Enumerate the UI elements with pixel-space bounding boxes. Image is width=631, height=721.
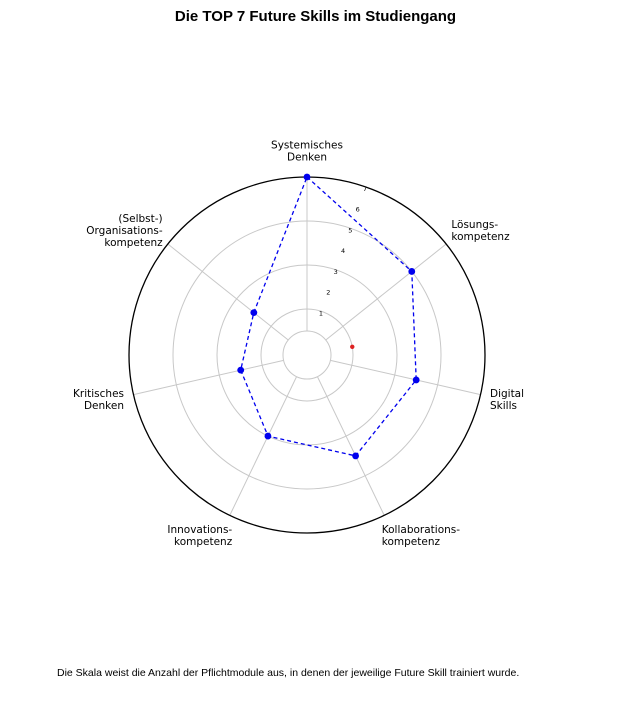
radar-grid [129,177,485,533]
spoke-3 [330,360,480,394]
axis-label-3: Digital Skills [489,388,525,413]
axis-label-2: Lösungs-kompetenz [451,218,510,243]
tick-label-5: 5 [348,226,353,235]
data-point-2 [408,268,415,275]
axis-label-6: Kritisches Denken [73,388,125,413]
data-point-5 [265,433,272,440]
radial-tick-labels [319,185,367,317]
radar-series [237,174,419,460]
data-point-7 [250,309,257,316]
axis-label-7: (Selbst-) Organisations-kompetenz [86,212,163,249]
data-point-6 [237,367,244,374]
tick-label-7: 7 [362,184,368,193]
footnote: Die Skala weist die Anzahl der Pflichtmodule aus, in denen der jeweilige Future Skill trainiert wurde. [57,667,520,679]
tick-label-3: 3 [333,267,338,276]
data-point-4 [352,453,359,460]
data-point-1 [304,174,311,181]
data-point-3 [413,377,420,384]
center-marker [350,345,354,349]
spoke-5 [230,377,297,516]
chart-title: Die TOP 7 Future Skills im Studiengang [174,8,457,25]
spoke-6 [133,360,283,394]
spoke-2 [326,244,446,340]
series-line-1 [241,177,417,456]
tick-label-1: 1 [318,309,324,318]
axis-labels [73,140,524,548]
spoke-4 [317,377,384,516]
axis-label-4: Kollaborations-kompetenz [381,523,461,548]
inner-circle [283,331,331,379]
axis-label-5: Innovations-kompetenz [167,523,233,548]
axis-label-1: Systemisches Denken [271,139,343,164]
tick-label-2: 2 [326,288,331,297]
tick-label-6: 6 [355,205,360,214]
spoke-7 [168,244,288,340]
tick-label-4: 4 [340,247,346,256]
